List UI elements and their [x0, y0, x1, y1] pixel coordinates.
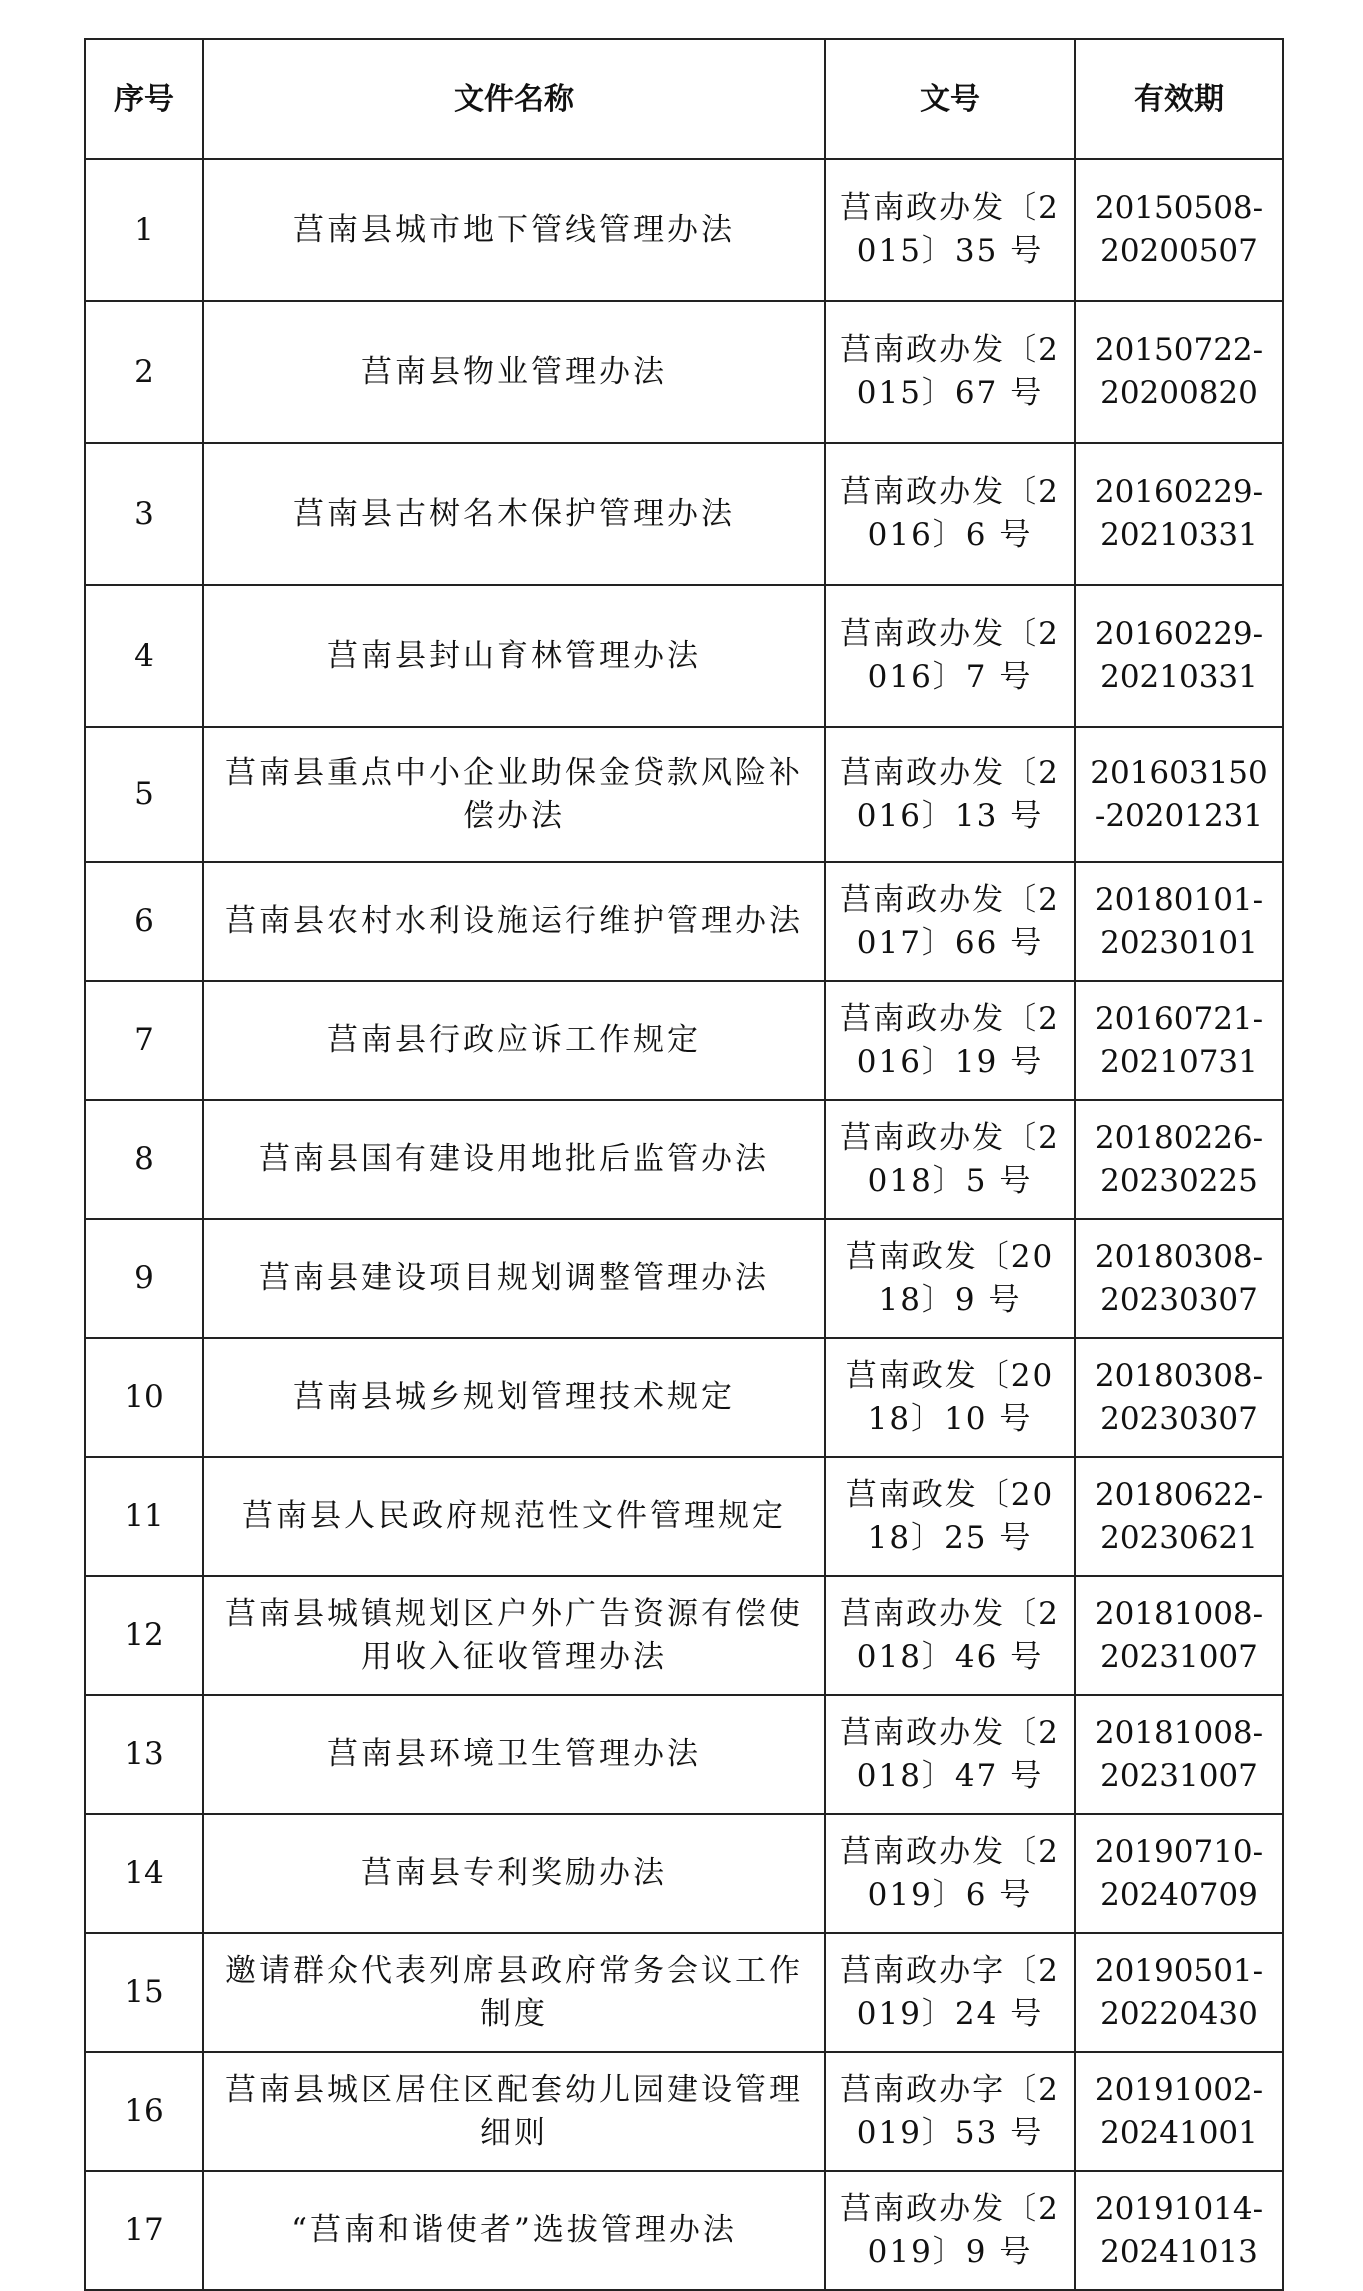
header-validity: 有效期: [1075, 39, 1283, 159]
header-index: 序号: [85, 39, 203, 159]
cell-index: 14: [85, 1814, 203, 1933]
cell-doc-no: 莒南政办发〔2017〕66 号: [825, 862, 1075, 981]
table-row: [85, 1695, 1283, 1814]
cell-doc-no: 莒南政办发〔2018〕5 号: [825, 1100, 1075, 1219]
cell-doc-no: 莒南政办发〔2015〕35 号: [825, 159, 1075, 301]
cell-index: 8: [85, 1100, 203, 1219]
cell-validity: 201603150-20201231: [1075, 727, 1283, 862]
cell-name: 莒南县国有建设用地批后监管办法: [203, 1100, 825, 1219]
cell-name: 莒南县建设项目规划调整管理办法: [203, 1219, 825, 1338]
cell-doc-no: 莒南政发〔2018〕10 号: [825, 1338, 1075, 1457]
cell-doc-no: 莒南政办字〔2019〕53 号: [825, 2052, 1075, 2171]
cell-index: 7: [85, 981, 203, 1100]
cell-name: 莒南县古树名木保护管理办法: [203, 443, 825, 585]
cell-name: 莒南县物业管理办法: [203, 301, 825, 443]
cell-name: 莒南县重点中小企业助保金贷款风险补偿办法: [203, 727, 825, 862]
cell-index: 11: [85, 1457, 203, 1576]
cell-validity: 20160229-20210331: [1075, 585, 1283, 727]
cell-index: 13: [85, 1695, 203, 1814]
cell-validity: 20180226-20230225: [1075, 1100, 1283, 1219]
cell-index: 17: [85, 2171, 203, 2290]
table-row: [85, 1576, 1283, 1695]
cell-validity: 20150508-20200507: [1075, 159, 1283, 301]
cell-validity: 20190710-20240709: [1075, 1814, 1283, 1933]
header-doc-no: 文号: [825, 39, 1075, 159]
cell-validity: 20191002-20241001: [1075, 2052, 1283, 2171]
table-row: [85, 585, 1283, 727]
cell-validity: 20150722-20200820: [1075, 301, 1283, 443]
document-page: [84, 38, 1282, 2291]
cell-doc-no: 莒南政办字〔2019〕24 号: [825, 1933, 1075, 2052]
cell-index: 5: [85, 727, 203, 862]
cell-name: 莒南县城乡规划管理技术规定: [203, 1338, 825, 1457]
cell-validity: 20181008-20231007: [1075, 1695, 1283, 1814]
cell-index: 12: [85, 1576, 203, 1695]
cell-name: 莒南县专利奖励办法: [203, 1814, 825, 1933]
table-row: [85, 1933, 1283, 2052]
cell-doc-no: 莒南政办发〔2016〕13 号: [825, 727, 1075, 862]
table-row: [85, 862, 1283, 981]
header-name: 文件名称: [203, 39, 825, 159]
cell-index: 4: [85, 585, 203, 727]
cell-name: 莒南县环境卫生管理办法: [203, 1695, 825, 1814]
cell-doc-no: 莒南政办发〔2016〕19 号: [825, 981, 1075, 1100]
cell-name: 莒南县农村水利设施运行维护管理办法: [203, 862, 825, 981]
cell-validity: 20190501-20220430: [1075, 1933, 1283, 2052]
cell-validity: 20191014-20241013: [1075, 2171, 1283, 2290]
cell-name: 莒南县封山育林管理办法: [203, 585, 825, 727]
cell-doc-no: 莒南政办发〔2016〕7 号: [825, 585, 1075, 727]
cell-name: 莒南县城镇规划区户外广告资源有偿使用收入征收管理办法: [203, 1576, 825, 1695]
cell-name: 莒南县人民政府规范性文件管理规定: [203, 1457, 825, 1576]
cell-validity: 20180308-20230307: [1075, 1219, 1283, 1338]
table-row: [85, 443, 1283, 585]
cell-name: 邀请群众代表列席县政府常务会议工作制度: [203, 1933, 825, 2052]
cell-index: 15: [85, 1933, 203, 2052]
cell-doc-no: 莒南政办发〔2015〕67 号: [825, 301, 1075, 443]
table-header-row: [85, 39, 1283, 159]
cell-name: “莒南和谐使者”选拔管理办法: [203, 2171, 825, 2290]
cell-validity: 20180308-20230307: [1075, 1338, 1283, 1457]
cell-index: 6: [85, 862, 203, 981]
table-row: [85, 1814, 1283, 1933]
cell-name: 莒南县城市地下管线管理办法: [203, 159, 825, 301]
cell-doc-no: 莒南政办发〔2018〕46 号: [825, 1576, 1075, 1695]
table-row: [85, 981, 1283, 1100]
cell-validity: 20160229-20210331: [1075, 443, 1283, 585]
cell-doc-no: 莒南政发〔2018〕9 号: [825, 1219, 1075, 1338]
cell-index: 1: [85, 159, 203, 301]
cell-name: 莒南县行政应诉工作规定: [203, 981, 825, 1100]
cell-validity: 20160721-20210731: [1075, 981, 1283, 1100]
cell-validity: 20180622-20230621: [1075, 1457, 1283, 1576]
cell-doc-no: 莒南政办发〔2019〕6 号: [825, 1814, 1075, 1933]
table-row: [85, 159, 1283, 301]
table-row: [85, 727, 1283, 862]
cell-validity: 20180101-20230101: [1075, 862, 1283, 981]
cell-name: 莒南县城区居住区配套幼儿园建设管理细则: [203, 2052, 825, 2171]
cell-index: 9: [85, 1219, 203, 1338]
cell-validity: 20181008-20231007: [1075, 1576, 1283, 1695]
cell-index: 10: [85, 1338, 203, 1457]
cell-doc-no: 莒南政办发〔2018〕47 号: [825, 1695, 1075, 1814]
cell-index: 3: [85, 443, 203, 585]
table-row: [85, 2171, 1283, 2290]
regulations-table: [84, 38, 1284, 2291]
cell-doc-no: 莒南政办发〔2016〕6 号: [825, 443, 1075, 585]
table-row: [85, 1338, 1283, 1457]
cell-doc-no: 莒南政办发〔2019〕9 号: [825, 2171, 1075, 2290]
table-row: [85, 301, 1283, 443]
cell-index: 16: [85, 2052, 203, 2171]
table-row: [85, 1100, 1283, 1219]
cell-index: 2: [85, 301, 203, 443]
cell-doc-no: 莒南政发〔2018〕25 号: [825, 1457, 1075, 1576]
table-row: [85, 1457, 1283, 1576]
table-row: [85, 2052, 1283, 2171]
table-row: [85, 1219, 1283, 1338]
